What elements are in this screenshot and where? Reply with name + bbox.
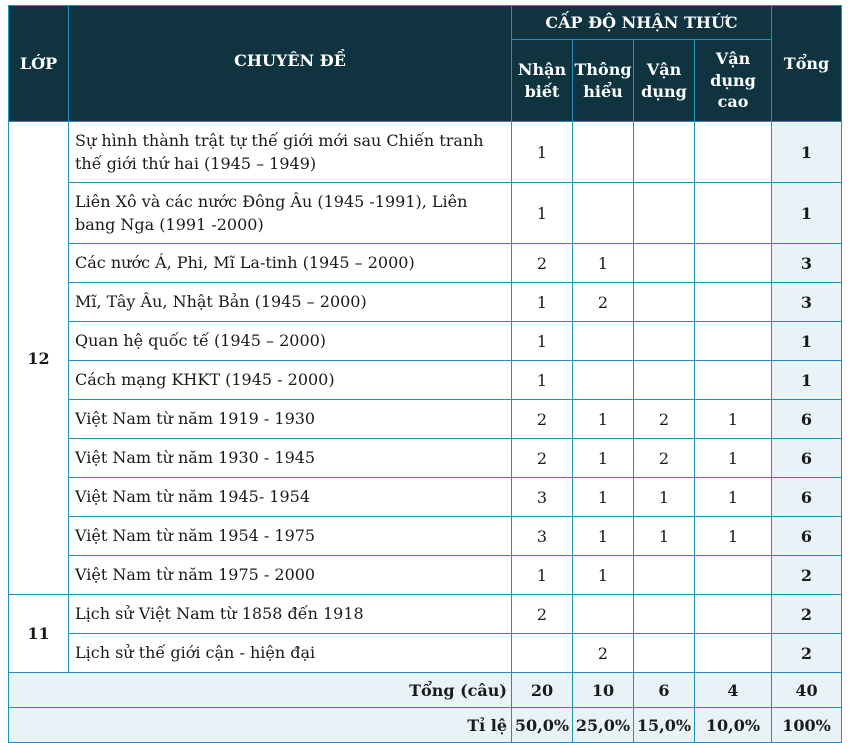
topic-cell: Cách mạng KHKT (1945 - 2000) — [69, 361, 512, 400]
row-total-cell: 6 — [772, 517, 842, 556]
level-count-cell: 2 — [512, 595, 573, 634]
topic-cell: Việt Nam từ năm 1919 - 1930 — [69, 400, 512, 439]
level-count-cell — [634, 183, 695, 244]
topic-cell: Liên Xô và các nước Đông Âu (1945 -1991), Liên bang Nga (1991 -2000) — [69, 183, 512, 244]
topic-cell: Sự hình thành trật tự thế giới mới sau Chiến tranh thế giới thứ hai (1945 – 1949) — [69, 122, 512, 183]
table-row — [9, 556, 842, 595]
row-total-cell: 2 — [772, 595, 842, 634]
table-row — [9, 439, 842, 478]
level-count-cell — [634, 244, 695, 283]
level-count-cell — [573, 183, 634, 244]
topic-cell: Việt Nam từ năm 1930 - 1945 — [69, 439, 512, 478]
table-row — [9, 400, 842, 439]
level-count-cell: 1 — [512, 122, 573, 183]
level-count-cell — [634, 322, 695, 361]
topic-cell: Việt Nam từ năm 1975 - 2000 — [69, 556, 512, 595]
table-row — [9, 517, 842, 556]
topic-cell: Việt Nam từ năm 1945- 1954 — [69, 478, 512, 517]
level-count-cell: 1 — [512, 556, 573, 595]
level-header-nhan-biet: Nhận biết — [512, 40, 573, 122]
level-count-cell — [573, 122, 634, 183]
count-total-van-dung: 6 — [634, 673, 695, 708]
table-row — [9, 634, 842, 673]
count-total-van-dung-cao: 4 — [695, 673, 772, 708]
grade-header: LỚP — [9, 6, 69, 122]
level-count-cell — [634, 634, 695, 673]
ratio-van-dung: 15,0% — [634, 708, 695, 743]
level-count-cell — [573, 595, 634, 634]
table-row — [9, 122, 842, 183]
row-total-cell: 2 — [772, 634, 842, 673]
level-count-cell: 1 — [695, 517, 772, 556]
grade-cell: 12 — [9, 122, 69, 595]
level-count-cell: 2 — [512, 439, 573, 478]
level-header-van-dung: Vận dụng — [634, 40, 695, 122]
level-count-cell: 1 — [512, 322, 573, 361]
count-total-overall: 40 — [772, 673, 842, 708]
level-count-cell: 1 — [573, 400, 634, 439]
row-total-cell: 6 — [772, 439, 842, 478]
table-row — [9, 244, 842, 283]
table-row — [9, 322, 842, 361]
level-count-cell: 1 — [573, 439, 634, 478]
count-total-label: Tổng (câu) — [9, 673, 512, 708]
level-count-cell: 1 — [573, 517, 634, 556]
ratio-label: Tỉ lệ — [9, 708, 512, 743]
level-count-cell: 1 — [695, 439, 772, 478]
level-count-cell: 3 — [512, 517, 573, 556]
grade-cell: 11 — [9, 595, 69, 673]
level-count-cell — [695, 322, 772, 361]
level-count-cell — [634, 283, 695, 322]
level-count-cell: 2 — [512, 400, 573, 439]
level-count-cell — [634, 122, 695, 183]
level-count-cell — [512, 634, 573, 673]
level-count-cell — [634, 595, 695, 634]
row-total-cell: 3 — [772, 283, 842, 322]
topic-header: CHUYÊN ĐỀ — [69, 6, 512, 122]
table-row — [9, 183, 842, 244]
level-count-cell: 1 — [512, 283, 573, 322]
level-count-cell: 1 — [512, 361, 573, 400]
row-total-cell: 1 — [772, 183, 842, 244]
level-count-cell — [695, 634, 772, 673]
count-total-row — [9, 673, 842, 708]
level-count-cell: 2 — [634, 400, 695, 439]
row-total-cell: 6 — [772, 400, 842, 439]
level-count-cell — [695, 556, 772, 595]
table-row — [9, 595, 842, 634]
row-total-cell: 1 — [772, 361, 842, 400]
topic-cell: Các nước Á, Phi, Mĩ La-tinh (1945 – 2000) — [69, 244, 512, 283]
level-count-cell — [695, 122, 772, 183]
level-count-cell — [634, 361, 695, 400]
level-count-cell — [573, 361, 634, 400]
topic-cell: Lịch sử thế giới cận - hiện đại — [69, 634, 512, 673]
topic-cell: Việt Nam từ năm 1954 - 1975 — [69, 517, 512, 556]
count-total-nhan-biet: 20 — [512, 673, 573, 708]
level-count-cell: 2 — [512, 244, 573, 283]
row-total-cell: 3 — [772, 244, 842, 283]
table-header — [9, 6, 842, 122]
level-count-cell — [634, 556, 695, 595]
topic-cell: Lịch sử Việt Nam từ 1858 đến 1918 — [69, 595, 512, 634]
topic-cell: Mĩ, Tây Âu, Nhật Bản (1945 – 2000) — [69, 283, 512, 322]
total-header: Tổng — [772, 6, 842, 122]
ratio-van-dung-cao: 10,0% — [695, 708, 772, 743]
table-row — [9, 283, 842, 322]
exam-matrix-table — [8, 5, 842, 743]
table-body — [9, 122, 842, 673]
ratio-nhan-biet: 50,0% — [512, 708, 573, 743]
level-count-cell: 1 — [695, 400, 772, 439]
level-count-cell: 2 — [573, 283, 634, 322]
row-total-cell: 2 — [772, 556, 842, 595]
level-count-cell: 3 — [512, 478, 573, 517]
level-header-van-dung-cao: Vận dụng cao — [695, 40, 772, 122]
row-total-cell: 1 — [772, 322, 842, 361]
table-row — [9, 478, 842, 517]
level-count-cell: 1 — [634, 517, 695, 556]
ratio-overall: 100% — [772, 708, 842, 743]
topic-cell: Quan hệ quốc tế (1945 – 2000) — [69, 322, 512, 361]
level-count-cell — [695, 283, 772, 322]
level-count-cell: 1 — [573, 478, 634, 517]
level-count-cell — [695, 361, 772, 400]
level-count-cell: 1 — [695, 478, 772, 517]
level-count-cell: 1 — [512, 183, 573, 244]
count-total-thong-hieu: 10 — [573, 673, 634, 708]
table-footer — [9, 673, 842, 743]
row-total-cell: 6 — [772, 478, 842, 517]
level-count-cell — [573, 322, 634, 361]
row-total-cell: 1 — [772, 122, 842, 183]
level-group-header: CẤP ĐỘ NHẬN THỨC — [512, 6, 772, 40]
level-count-cell — [695, 595, 772, 634]
level-count-cell: 1 — [573, 556, 634, 595]
level-count-cell: 2 — [573, 634, 634, 673]
table-row — [9, 361, 842, 400]
level-count-cell: 1 — [573, 244, 634, 283]
level-count-cell: 2 — [634, 439, 695, 478]
ratio-row — [9, 708, 842, 743]
ratio-thong-hieu: 25,0% — [573, 708, 634, 743]
level-count-cell — [695, 183, 772, 244]
level-count-cell — [695, 244, 772, 283]
level-header-thong-hieu: Thông hiểu — [573, 40, 634, 122]
level-count-cell: 1 — [634, 478, 695, 517]
